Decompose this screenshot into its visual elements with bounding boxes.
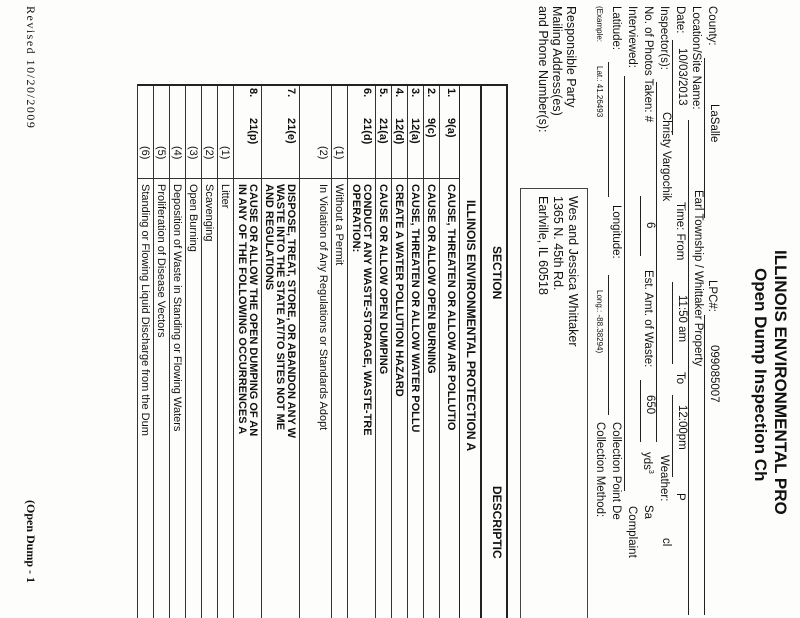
address-street: 1365 N. 45th Rd. [551, 196, 565, 291]
row-number: 2. [425, 88, 437, 98]
row-description: DISPOSE, TREAT, STORE, OR ABANDON ANY W [285, 184, 297, 439]
location-label: Location/Site Name: [690, 6, 702, 110]
row-description: CAUSE OR ALLOW OPEN BURNING [425, 184, 437, 374]
inspectors-value: Christy Vargochik [660, 112, 672, 202]
county-label: County: [706, 6, 718, 46]
row-number: 7. [285, 88, 297, 98]
row-description: CONDUCT ANY WASTE-STORAGE, WASTE-TRE [361, 184, 373, 436]
row-description: Litter [219, 184, 231, 209]
row-section-code: 9(c) [425, 118, 437, 138]
row-divider [299, 84, 300, 618]
lat-example: Lat.: 41.26493 [595, 66, 604, 118]
responsible-label-2: Mailing Address(es) [550, 6, 564, 116]
responsible-label-1: Responsible Party [564, 6, 578, 108]
collection-method-label: Collection Method: [594, 422, 606, 518]
latitude-label: Latitude: [610, 6, 622, 51]
weather-trailing: cl [660, 538, 672, 547]
responsible-label-3: and Phone Number(s): [536, 6, 550, 133]
weather-label: Weather: [658, 455, 670, 502]
county-value: LaSalle [708, 104, 720, 143]
row-description: CAUSE, THREATEN OR ALLOW WATER POLLU [409, 184, 421, 433]
inspectors-label: Inspector(s): [658, 6, 670, 70]
act-header: ILLINOIS ENVIRONMENTAL PROTECTION A [464, 200, 478, 452]
waste-value: 650 [644, 395, 656, 415]
row-section-code: (2) [203, 146, 215, 160]
row-divider [423, 84, 424, 618]
form-title-line1: ILLINOIS ENVIRONMENTAL PRO [771, 250, 790, 515]
row-section-code: 21(a) [377, 118, 389, 144]
responsible-line-2 [551, 196, 565, 291]
table-left-border [138, 84, 508, 86]
row-section-code: (1) [219, 146, 231, 160]
row-divider [185, 84, 186, 618]
row-description-line2: IN ANY OF THE FOLLOWING OCCURRENCES A [236, 184, 248, 435]
row-section-code: (6) [139, 146, 151, 160]
section-header: SECTION [490, 246, 504, 300]
description-column-divider [138, 178, 460, 179]
row-description: In Violation of Any Regulations or Standards Adopt [317, 184, 329, 431]
row-description: Scavenging [203, 184, 215, 242]
row-divider [217, 84, 218, 618]
row-section-code: (1) [333, 146, 345, 160]
row-section-code: (2) [317, 146, 329, 160]
row-section-code: (4) [171, 146, 183, 160]
row-divider [439, 84, 440, 618]
time-to-label: To [674, 372, 686, 385]
example-label: (Example: [595, 6, 604, 43]
row-section-code: (3) [187, 146, 199, 160]
responsible-line-1: Wes and Jessica Whittaker [566, 196, 580, 347]
complaint-label: Complaint [626, 506, 638, 558]
row-description: CAUSE, THREATEN OR ALLOW AIR POLLUTIO [445, 184, 457, 431]
row-section-code: 12(d) [393, 118, 405, 145]
row-description: Standing or Flowing Liquid Discharge from the Dum [139, 184, 151, 436]
location-value: Earl Township / Whittaker Property [692, 190, 704, 367]
table-top-border [506, 84, 508, 618]
row-description: Without a Permit [333, 184, 345, 266]
row-description: Proliferation of Disease Vectors [155, 184, 167, 338]
row-description: CAUSE OR ALLOW OPEN DUMPING [377, 184, 389, 375]
row-divider [407, 84, 408, 618]
responsible-line-3: Earlville, IL 60518 [536, 196, 550, 295]
row-description-line3: AND REGULATIONS [263, 184, 275, 291]
row-divider [331, 84, 332, 618]
waste-unit: yds$^3$ [641, 452, 654, 474]
row-section-code: (5) [155, 146, 167, 160]
row-description-line2: OPERATION: [350, 184, 362, 253]
row-divider [137, 84, 138, 618]
collection-point-label: Collection Point De [610, 422, 622, 520]
row-divider [153, 84, 154, 618]
time-to-value: 12:00pm [676, 405, 688, 450]
time-trailing: P [674, 493, 686, 501]
row-number: 1. [445, 88, 457, 98]
waste-trailing: Sa [642, 505, 654, 520]
time-from-value: 11:50 am [676, 295, 688, 343]
lpc-label: LPC#: [706, 280, 718, 312]
time-label: Time: From [674, 202, 686, 261]
page-footer-label: (Open Dump - 1 [24, 500, 38, 584]
row-divider [375, 84, 376, 618]
row-number: 4. [393, 88, 405, 98]
row-divider [391, 84, 392, 618]
interviewed-label: Interviewed: [626, 6, 638, 69]
row-section-code: 9(a) [445, 118, 457, 138]
row-divider [233, 84, 234, 618]
description-header: DESCRIPTIC [490, 486, 504, 559]
waste-unit-text: yds [641, 452, 654, 470]
header-divider [480, 84, 482, 618]
date-label: Date: [674, 6, 686, 34]
row-description: Deposition of Waste in Standing or Flowing Waters [171, 184, 183, 432]
row-divider [169, 84, 170, 618]
row-section-code: 21(p) [247, 118, 259, 145]
row-number: 5. [377, 88, 389, 98]
act-divider [459, 84, 460, 618]
row-divider [347, 84, 348, 618]
row-number: 3. [409, 88, 421, 98]
row-divider [261, 84, 262, 618]
row-number: 8. [247, 88, 259, 98]
row-section-code: 21(e) [285, 118, 297, 144]
form-title-line2: Open Dump Inspection Ch [751, 268, 770, 482]
waste-label: Est. Amt. of Waste: [642, 270, 654, 368]
row-description-line2: WASTE INTO THE STATE AT/TO SITES NOT ME [274, 184, 286, 431]
row-section-code: 12(a) [409, 118, 421, 144]
row-number: 6. [361, 88, 373, 98]
lpc-value: 099085007 [708, 345, 720, 403]
row-description: Open Burning [187, 184, 199, 252]
date-value: 10/03/2013 [676, 48, 688, 106]
revised-date: Revised 10/20/2009 [24, 6, 38, 130]
photos-value: 6 [644, 222, 656, 229]
row-divider [201, 84, 202, 618]
photos-label: No. of Photos Taken: # [642, 6, 654, 123]
long-example: Long.: -88.38294) [595, 290, 604, 354]
row-description: CREATE A WATER POLLUTION HAZARD [393, 184, 405, 397]
longitude-label: Longitude: [610, 205, 622, 259]
row-description: CAUSE OR ALLOW THE OPEN DUMPING OF AN [247, 184, 259, 437]
row-section-code: 21(d) [361, 118, 373, 145]
